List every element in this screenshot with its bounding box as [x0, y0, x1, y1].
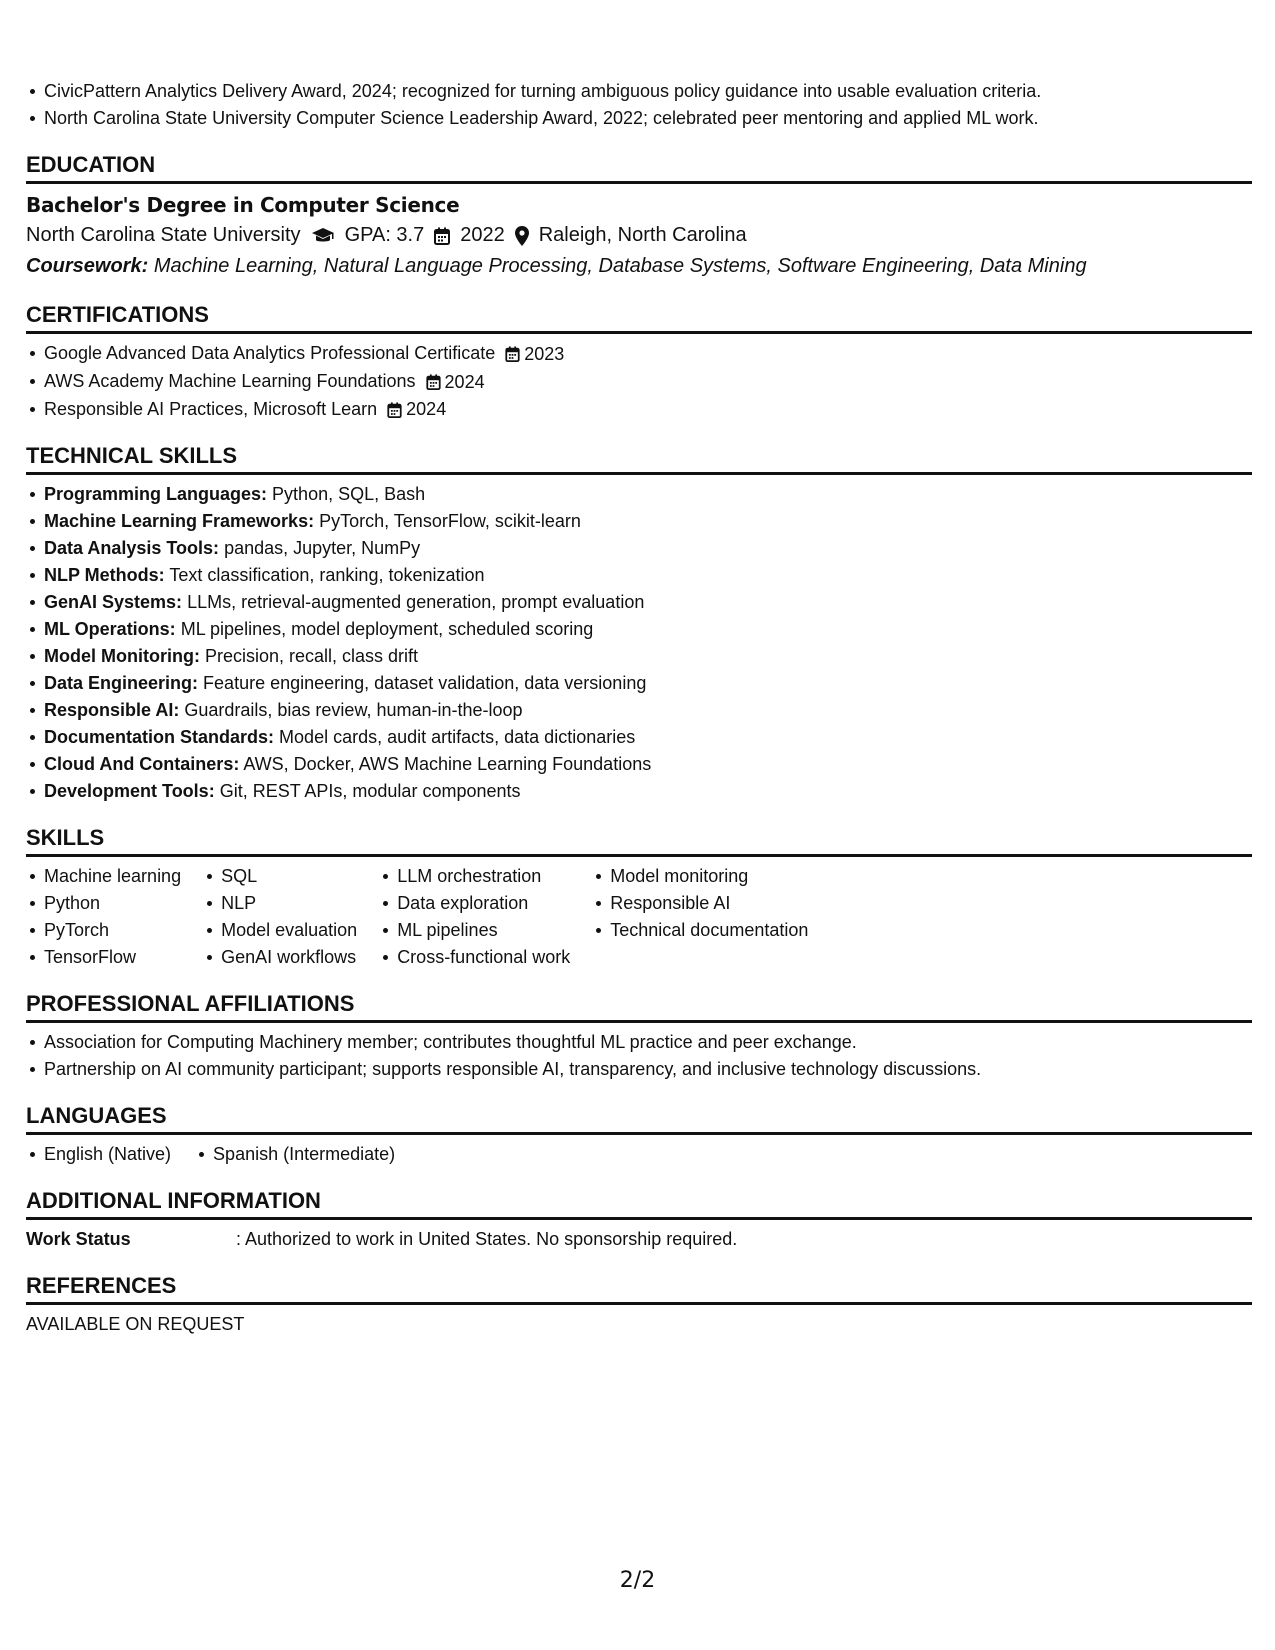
skill-category: Model Monitoring:: [44, 646, 200, 667]
certification-year: 2024: [406, 399, 447, 420]
skills-column: [592, 863, 808, 971]
references-section: [26, 1273, 1252, 1338]
education-details: [26, 220, 1252, 251]
certifications-section: [26, 302, 1252, 423]
language-item: Spanish (Intermediate): [213, 1141, 395, 1168]
technical-skill-item: [44, 535, 1252, 562]
gpa: GPA: 3.7: [344, 224, 425, 246]
technical-skill-item: [44, 751, 1252, 778]
skill-values: PyTorch, TensorFlow, scikit-learn: [319, 511, 581, 532]
technical-skill-item: [44, 589, 1252, 616]
technical-skill-item: [44, 724, 1252, 751]
degree-title: Bachelor's Degree in Computer Science: [26, 193, 460, 217]
certification-item: [44, 340, 1252, 368]
work-status-row: [26, 1226, 1252, 1253]
technical-skill-item: [44, 562, 1252, 589]
skill-values: Python, SQL, Bash: [272, 484, 426, 505]
certification-item: [44, 396, 1252, 424]
technical-skill-item: [44, 670, 1252, 697]
technical-skills-section: [26, 443, 1252, 805]
technical-skill-item: [44, 643, 1252, 670]
skill-category: ML Operations:: [44, 619, 176, 640]
education-section: [26, 152, 1252, 282]
skill-category: Data Analysis Tools:: [44, 538, 220, 559]
page-number: 2/2: [619, 1568, 656, 1593]
skill-item: Model evaluation: [221, 917, 357, 944]
location-pin-icon: [515, 226, 529, 246]
skill-values: Git, REST APIs, modular components: [219, 781, 521, 802]
skills-section: [26, 825, 1252, 971]
certification-year: 2024: [444, 371, 485, 392]
technical-skills-list: [26, 481, 1252, 805]
references-heading: REFERENCES: [26, 1273, 1252, 1305]
skill-category: GenAI Systems:: [44, 592, 183, 613]
certifications-heading: CERTIFICATIONS: [26, 302, 1252, 334]
skill-item: Technical documentation: [610, 917, 808, 944]
skill-item: Cross-functional work: [397, 944, 570, 971]
school-name: North Carolina State University: [26, 224, 301, 246]
skill-values: Precision, recall, class drift: [204, 646, 419, 667]
skill-item: Data exploration: [397, 890, 570, 917]
work-status-label: Work Status: [26, 1229, 131, 1250]
affiliation-item: Partnership on AI community participant; supports responsible AI, transparency, and inclusive technology discussions.: [44, 1056, 1252, 1083]
skill-values: LLMs, retrieval-augmented generation, prompt evaluation: [187, 592, 645, 613]
technical-skill-item: [44, 778, 1252, 805]
certification-year: 2023: [524, 343, 565, 364]
graduation-year: 2022: [460, 224, 505, 246]
affiliation-item: Association for Computing Machinery member; contributes thoughtful ML practice and peer exchange.: [44, 1029, 1252, 1056]
references-text: AVAILABLE ON REQUEST: [26, 1314, 245, 1335]
skill-item: TensorFlow: [44, 944, 181, 971]
calendar-icon: [387, 402, 402, 418]
skill-values: AWS, Docker, AWS Machine Learning Foundations: [243, 754, 652, 775]
certifications-list: [26, 340, 1252, 423]
skill-item: ML pipelines: [397, 917, 570, 944]
affiliations-heading: PROFESSIONAL AFFILIATIONS: [26, 991, 1252, 1023]
skill-values: Guardrails, bias review, human-in-the-loop: [184, 700, 523, 721]
skill-values: pandas, Jupyter, NumPy: [224, 538, 421, 559]
skill-item: Responsible AI: [610, 890, 808, 917]
school-location: Raleigh, North Carolina: [538, 224, 747, 246]
coursework-label: Coursework:: [26, 255, 149, 277]
skill-item: LLM orchestration: [397, 863, 570, 890]
affiliations-list: [26, 1029, 1252, 1083]
calendar-icon: [505, 346, 520, 362]
skill-item: GenAI workflows: [221, 944, 357, 971]
languages-section: [26, 1103, 1252, 1168]
affiliations-section: [26, 991, 1252, 1083]
certification-name: Responsible AI Practices, Microsoft Learn: [44, 398, 378, 419]
skill-values: Feature engineering, dataset validation, data versioning: [203, 673, 647, 694]
skill-item: SQL: [221, 863, 357, 890]
skill-item: Python: [44, 890, 181, 917]
graduation-cap-icon: [311, 227, 335, 245]
skill-item: PyTorch: [44, 917, 181, 944]
skills-column: [379, 863, 570, 971]
skill-category: Responsible AI:: [44, 700, 180, 721]
coursework-list: Machine Learning, Natural Language Processing, Database Systems, Software Engineering, Data Mining: [153, 255, 1087, 277]
awards-list: [26, 78, 1252, 132]
additional-info-heading: ADDITIONAL INFORMATION: [26, 1188, 1252, 1220]
resume-page: [26, 78, 1252, 1338]
skill-values: Model cards, audit artifacts, data dictionaries: [279, 727, 636, 748]
skill-category: Cloud And Containers:: [44, 754, 240, 775]
work-status-value: : Authorized to work in United States. No sponsorship required.: [236, 1229, 738, 1250]
skill-item: Machine learning: [44, 863, 181, 890]
additional-info-section: [26, 1188, 1252, 1253]
skill-item: NLP: [221, 890, 357, 917]
calendar-icon: [426, 374, 441, 390]
skills-column: [203, 863, 357, 971]
technical-skill-item: [44, 616, 1252, 643]
skill-category: Documentation Standards:: [44, 727, 275, 748]
certification-name: AWS Academy Machine Learning Foundations: [44, 370, 416, 391]
skills-column: [26, 863, 181, 971]
coursework: [26, 251, 1252, 282]
skill-category: Machine Learning Frameworks:: [44, 511, 315, 532]
skill-item: Model monitoring: [610, 863, 808, 890]
certification-name: Google Advanced Data Analytics Professional Certificate: [44, 343, 496, 363]
award-item: North Carolina State University Computer Science Leadership Award, 2022; celebrated peer mentoring and applied ML work.: [44, 105, 1252, 132]
award-item: CivicPattern Analytics Delivery Award, 2024; recognized for turning ambiguous policy guidance into usable evaluation criteria.: [44, 78, 1252, 105]
technical-skill-item: [44, 508, 1252, 535]
skills-heading: SKILLS: [26, 825, 1252, 857]
skill-values: Text classification, ranking, tokenization: [169, 565, 485, 586]
technical-skill-item: [44, 481, 1252, 508]
languages-list: [26, 1141, 1252, 1168]
education-heading: EDUCATION: [26, 152, 1252, 184]
calendar-icon: [434, 227, 450, 245]
skills-grid: [26, 863, 1252, 971]
skill-category: Programming Languages:: [44, 484, 268, 505]
language-item: English (Native): [44, 1141, 171, 1168]
certification-item: [44, 368, 1252, 396]
technical-skill-item: [44, 697, 1252, 724]
skill-values: ML pipelines, model deployment, scheduled scoring: [180, 619, 594, 640]
skill-category: NLP Methods:: [44, 565, 165, 586]
technical-skills-heading: TECHNICAL SKILLS: [26, 443, 1252, 475]
languages-heading: LANGUAGES: [26, 1103, 1252, 1135]
skill-category: Data Engineering:: [44, 673, 199, 694]
skill-category: Development Tools:: [44, 781, 215, 802]
